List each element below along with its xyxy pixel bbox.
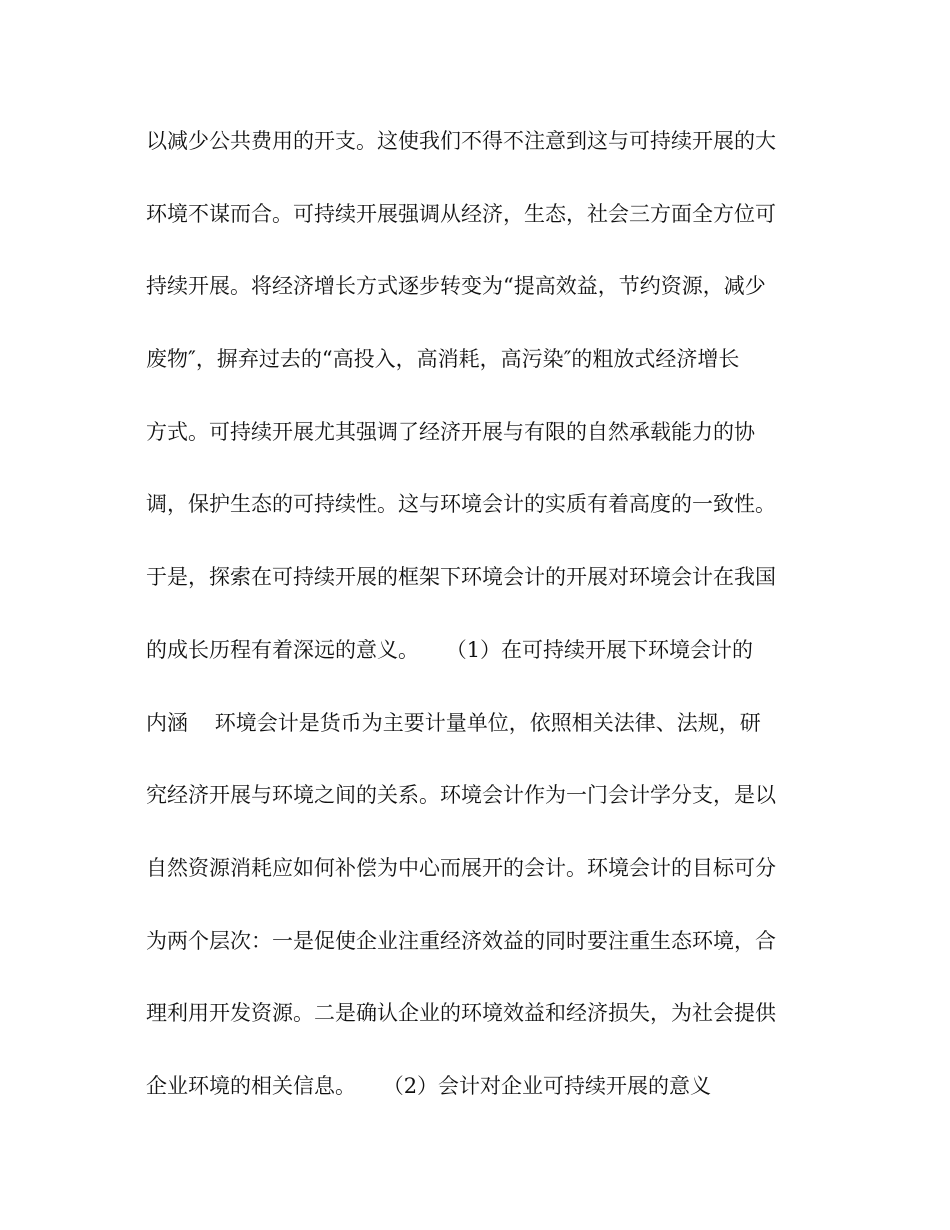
text-line: 的成长历程有着深远的意义。 （1）在可持续开展下环境会计的 xyxy=(146,637,754,662)
text-line: 企业环境的相关信息。 （2）会计对企业可持续开展的意义 xyxy=(146,1073,712,1098)
text-line: 调，保护生态的可持续性。这与环境会计的实质有着高度的一致性。 xyxy=(146,492,776,517)
text-line: 于是，探索在可持续开展的框架下环境会计的开展对环境会计在我国 xyxy=(146,565,776,590)
text-line: 理利用开发资源。二是确认企业的环境效益和经济损失，为社会提供 xyxy=(146,1001,776,1026)
text-line: 持续开展。将经济增长方式逐步转变为“提高效益，节约资源，减少 xyxy=(146,274,766,299)
text-line: 方式。可持续开展尤其强调了经济开展与有限的自然承载能力的协 xyxy=(146,419,755,444)
text-line: 废物″，摒弃过去的“高投入，高消耗，高污染″的粗放式经济增长 xyxy=(146,347,740,372)
text-line: 自然资源消耗应如何补偿为中心而展开的会计。环境会计的目标可分 xyxy=(146,855,776,880)
text-line: 以减少公共费用的开支。这使我们不得不注意到这与可持续开展的大 xyxy=(146,129,776,153)
text-line: 为两个层次：一是促使企业注重经济效益的同时要注重生态环境，合 xyxy=(146,928,776,953)
body-text xyxy=(146,121,806,1139)
text-line: 内涵 环境会计是货币为主要计量单位，依照相关法律、法规，研 xyxy=(146,710,761,735)
text-line: 环境不谋而合。可持续开展强调从经济，生态，社会三方面全方位可 xyxy=(146,201,776,226)
text-line: 究经济开展与环境之间的关系。环境会计作为一门会计学分支，是以 xyxy=(146,783,776,808)
